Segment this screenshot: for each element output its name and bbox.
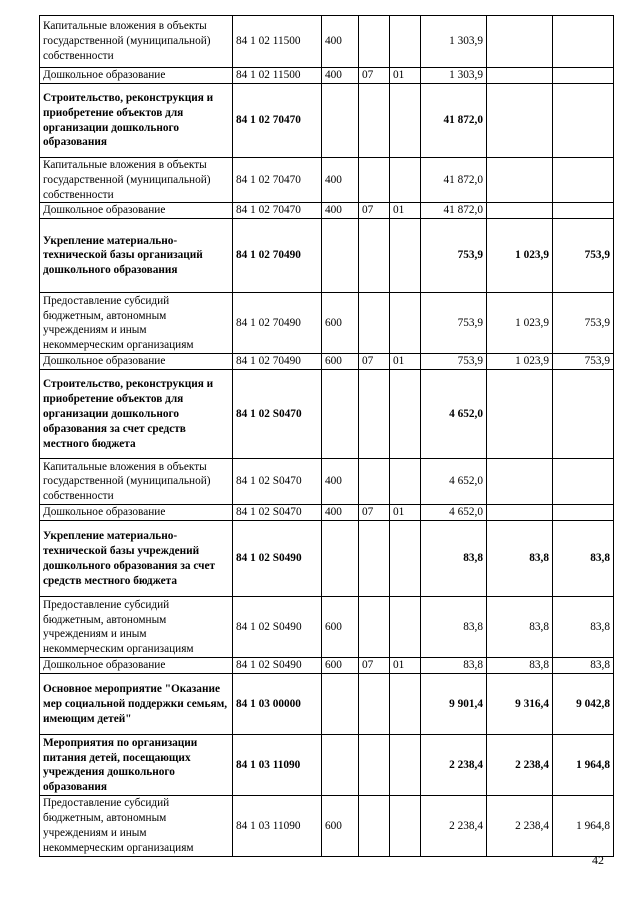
row-expense-type [322,84,359,158]
row-amount-year3: 9 042,8 [553,674,614,735]
table-row [40,505,614,521]
row-code: 84 1 03 00000 [233,674,322,735]
row-name: Капитальные вложения в объекты государственной (муниципальной) собственности [40,459,233,505]
row-section [359,219,390,293]
row-amount-year1: 4 652,0 [421,459,487,505]
row-section [359,796,390,856]
row-code: 84 1 03 11090 [233,796,322,856]
row-amount-year2: 2 238,4 [487,796,553,856]
row-amount-year2 [487,68,553,84]
row-amount-year3: 753,9 [553,293,614,354]
row-amount-year3 [553,505,614,521]
row-subsection [390,459,421,505]
row-name: Дошкольное образование [40,505,233,521]
row-amount-year2 [487,16,553,68]
row-code: 84 1 02 11500 [233,68,322,84]
row-amount-year2: 1 023,9 [487,354,553,370]
row-amount-year2 [487,370,553,459]
row-section: 07 [359,68,390,84]
row-amount-year3 [553,84,614,158]
table-row [40,68,614,84]
table-row [40,674,614,735]
row-expense-type: 600 [322,293,359,354]
row-expense-type: 400 [322,16,359,68]
row-subsection [390,735,421,796]
row-amount-year1: 753,9 [421,293,487,354]
row-expense-type: 600 [322,658,359,674]
row-section [359,521,390,597]
row-expense-type: 400 [322,505,359,521]
row-expense-type [322,735,359,796]
row-amount-year2: 83,8 [487,597,553,658]
row-amount-year1: 4 652,0 [421,505,487,521]
row-name: Дошкольное образование [40,68,233,84]
row-section: 07 [359,505,390,521]
row-name: Укрепление материально-технической базы учреждений дошкольного образования за счет средств местного бюджета [40,521,233,597]
row-name: Укрепление материально-технической базы организаций дошкольного образования [40,219,233,293]
row-subsection [390,597,421,658]
row-expense-type: 400 [322,158,359,203]
row-amount-year1: 753,9 [421,354,487,370]
row-code: 84 1 02 S0470 [233,505,322,521]
row-section [359,459,390,505]
row-amount-year2: 83,8 [487,521,553,597]
row-name: Дошкольное образование [40,354,233,370]
row-subsection [390,158,421,203]
row-expense-type: 400 [322,68,359,84]
row-subsection [390,796,421,856]
row-subsection [390,293,421,354]
row-expense-type: 600 [322,354,359,370]
row-subsection [390,674,421,735]
row-code: 84 1 03 11090 [233,735,322,796]
row-name: Капитальные вложения в объекты государственной (муниципальной) собственности [40,158,233,203]
row-code: 84 1 02 70490 [233,354,322,370]
row-amount-year1: 1 303,9 [421,68,487,84]
row-amount-year1: 41 872,0 [421,84,487,158]
row-amount-year2: 83,8 [487,658,553,674]
row-name: Предоставление субсидий бюджетным, автономным учреждениям и иным некоммерческим организациям [40,293,233,354]
row-amount-year2 [487,459,553,505]
table-row [40,735,614,796]
row-amount-year1: 83,8 [421,597,487,658]
row-amount-year1: 83,8 [421,658,487,674]
row-name: Мероприятия по организации питания детей, посещающих учреждения дошкольного образования [40,735,233,796]
table-body [40,16,614,857]
row-amount-year1: 2 238,4 [421,735,487,796]
row-amount-year3: 753,9 [553,354,614,370]
table-row [40,796,614,856]
row-subsection: 01 [390,505,421,521]
row-name: Строительство, реконструкция и приобретение объектов для организации дошкольного образования [40,84,233,158]
table-row [40,354,614,370]
table-row [40,203,614,219]
row-subsection [390,521,421,597]
row-name: Дошкольное образование [40,203,233,219]
row-amount-year1: 753,9 [421,219,487,293]
row-code: 84 1 02 S0490 [233,597,322,658]
table-row [40,370,614,459]
row-code: 84 1 02 70490 [233,293,322,354]
row-expense-type [322,219,359,293]
table-row [40,219,614,293]
row-subsection [390,84,421,158]
table-row [40,658,614,674]
table-row [40,84,614,158]
row-subsection: 01 [390,354,421,370]
table-row [40,293,614,354]
row-section [359,370,390,459]
row-expense-type: 600 [322,796,359,856]
row-section: 07 [359,203,390,219]
row-amount-year3 [553,68,614,84]
row-section [359,293,390,354]
row-section [359,735,390,796]
row-name: Предоставление субсидий бюджетным, автономным учреждениям и иным некоммерческим организациям [40,597,233,658]
row-amount-year3: 83,8 [553,658,614,674]
row-code: 84 1 02 S0490 [233,658,322,674]
row-amount-year3: 1 964,8 [553,796,614,856]
row-code: 84 1 02 70470 [233,203,322,219]
table-row [40,459,614,505]
row-name: Капитальные вложения в объекты государственной (муниципальной) собственности [40,16,233,68]
table-row [40,16,614,68]
row-amount-year3 [553,16,614,68]
table-row [40,521,614,597]
row-code: 84 1 02 70470 [233,158,322,203]
row-section [359,597,390,658]
row-amount-year1: 2 238,4 [421,796,487,856]
row-code: 84 1 02 70490 [233,219,322,293]
row-code: 84 1 02 70470 [233,84,322,158]
row-amount-year1: 1 303,9 [421,16,487,68]
row-section [359,158,390,203]
row-expense-type: 600 [322,597,359,658]
row-subsection [390,16,421,68]
row-expense-type [322,521,359,597]
page-number: 42 [592,853,604,867]
row-section [359,16,390,68]
row-amount-year3 [553,203,614,219]
row-code: 84 1 02 S0490 [233,521,322,597]
row-amount-year1: 41 872,0 [421,203,487,219]
row-amount-year3: 753,9 [553,219,614,293]
row-amount-year2: 1 023,9 [487,219,553,293]
row-subsection [390,370,421,459]
row-section: 07 [359,354,390,370]
row-amount-year2 [487,158,553,203]
table-row [40,597,614,658]
row-subsection: 01 [390,68,421,84]
table-row [40,158,614,203]
row-code: 84 1 02 11500 [233,16,322,68]
row-amount-year2: 2 238,4 [487,735,553,796]
row-expense-type [322,370,359,459]
row-code: 84 1 02 S0470 [233,370,322,459]
row-amount-year1: 83,8 [421,521,487,597]
row-code: 84 1 02 S0470 [233,459,322,505]
row-amount-year3: 1 964,8 [553,735,614,796]
row-amount-year1: 4 652,0 [421,370,487,459]
row-amount-year3: 83,8 [553,597,614,658]
row-subsection: 01 [390,203,421,219]
row-amount-year2 [487,84,553,158]
row-amount-year3 [553,370,614,459]
row-name: Предоставление субсидий бюджетным, автономным учреждениям и иным некоммерческим организациям [40,796,233,856]
row-amount-year2 [487,203,553,219]
row-name: Строительство, реконструкция и приобретение объектов для организации дошкольного образования за счет средств местного бюджета [40,370,233,459]
row-section [359,84,390,158]
row-name: Основное мероприятие "Оказание мер социальной поддержки семьям, имеющим детей" [40,674,233,735]
row-amount-year3: 83,8 [553,521,614,597]
row-section: 07 [359,658,390,674]
row-section [359,674,390,735]
row-amount-year3 [553,158,614,203]
row-expense-type [322,674,359,735]
row-amount-year2: 9 316,4 [487,674,553,735]
row-subsection: 01 [390,658,421,674]
row-expense-type: 400 [322,203,359,219]
row-amount-year1: 41 872,0 [421,158,487,203]
row-amount-year2 [487,505,553,521]
row-subsection [390,219,421,293]
row-expense-type: 400 [322,459,359,505]
row-amount-year3 [553,459,614,505]
budget-table [39,15,614,857]
row-name: Дошкольное образование [40,658,233,674]
row-amount-year1: 9 901,4 [421,674,487,735]
row-amount-year2: 1 023,9 [487,293,553,354]
